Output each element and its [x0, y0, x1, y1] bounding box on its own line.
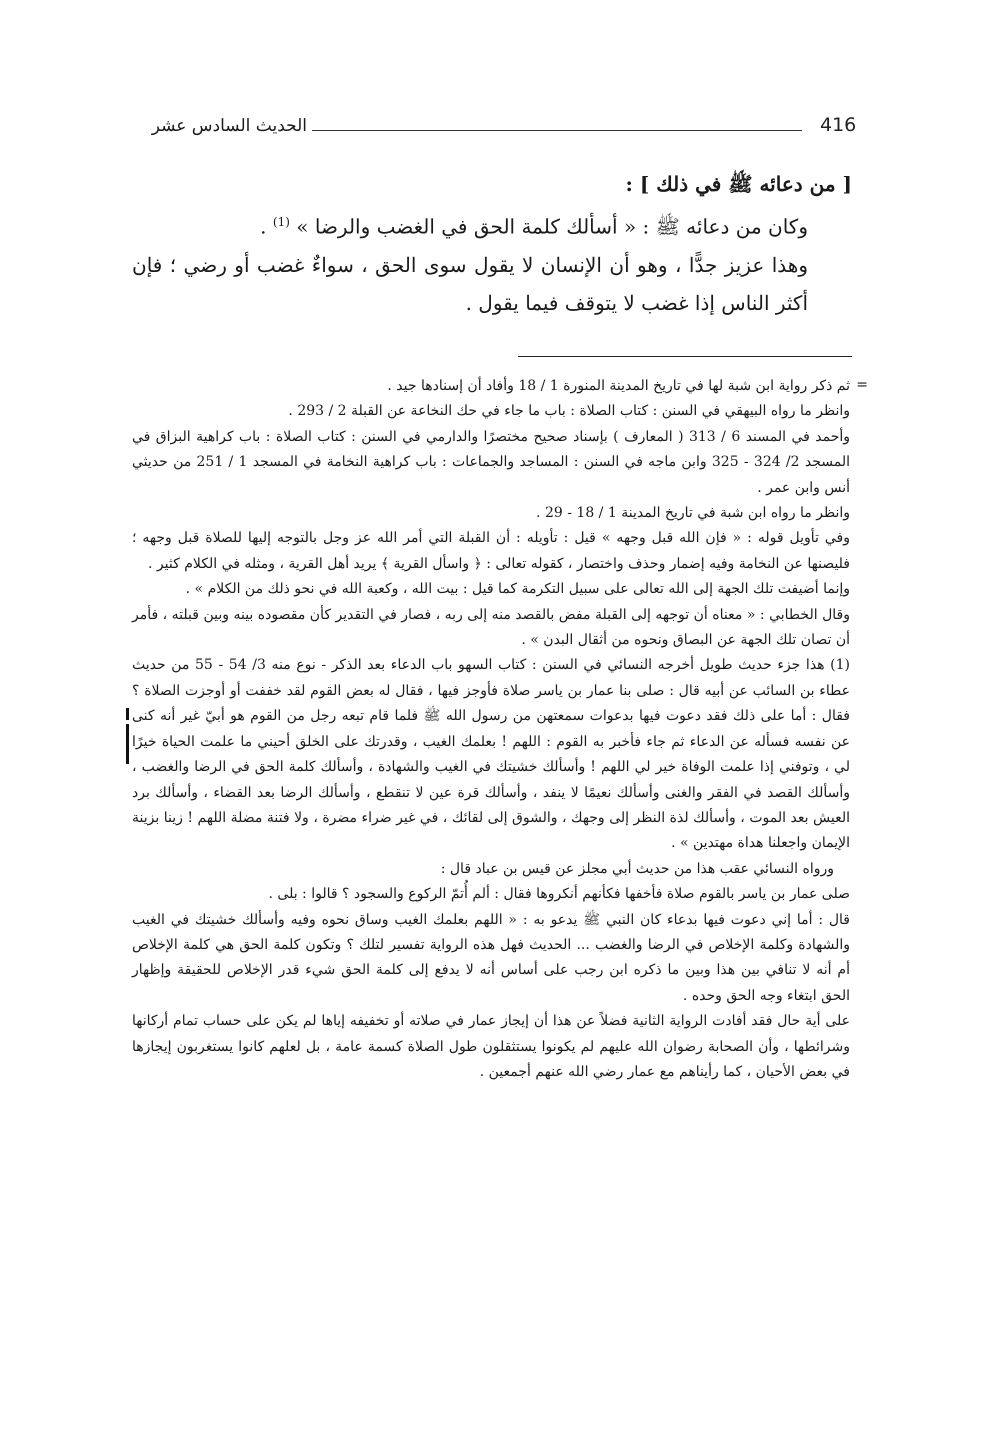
note-line: ثم ذكر رواية ابن شبة لها في تاريخ المدينة المنورة 1 / 18 وأفاد أن إسنادها جيد . — [387, 378, 850, 394]
footnote-paragraph: على أية حال فقد أفادت الرواية الثانية فضلاً عن هذا أن إيجاز عمار في صلاته أو تخفيفه إياها لم يكن على حساب تمام أركانها وشرائطها ، وأن الصحابة رضوان الله عليهم لم يكونوا يستثقلون طول الصلاة كسمة عامة ، بل لعلهم كانوا يستغربون إيجازها في بعض الأحيان ، كما رأيناهم مع عمار رضي الله عنهم أجمعين . — [132, 1013, 850, 1080]
note-line: وإنما أضيفت تلك الجهة إلى الله تعالى على سبيل التكرمة كما قيل : بيت الله ، وكعبة الله في نحو ذلك من الكلام » . — [185, 581, 850, 598]
paragraph-hadith — [132, 203, 852, 246]
footnote-paragraph: ورواه النسائي عقب هذا من حديث أبي مجلز عن قيس بن عباد قال : — [440, 860, 834, 877]
paragraph-commentary: وهذا عزيز جدًّا ، وهو أن الإنسان لا يقول سوى الحق ، سواءٌ غضب أو رضي ؛ فإن أكثر الناس إذا غضب لا يتوقف فيما يقول . — [132, 252, 808, 315]
hadith-text: وكان من دعائه ﷺ : « أسألك كلمة الحق في الغضب والرضا » — [296, 214, 808, 239]
footnote-ref: (1) — [272, 215, 290, 229]
note-line: وفي تأويل قوله : « فإن الله قبل وجهه » قيل : تأويله : أن القبلة التي أمر الله عز وجل بالتوجه إليها للصلاة قبل وجهه ؛ فليصنها عن النخامة وفيه إضمار وحذف واختصار ، كقوله تعالى : ﴿ واسأل القرية ﴾ يريد أهل القرية ، ومثله في الكلام كثير . — [132, 530, 850, 572]
note-line: وانظر ما رواه البيهقي في السنن : كتاب الصلاة : باب ما جاء في حك النخاعة عن القبلة 2 / 293 . — [288, 403, 850, 420]
hadith-end: . — [260, 214, 273, 239]
footnotes — [132, 374, 868, 1085]
footnote-paragraph: قال : أما إني دعوت فيها بدعاء كان النبي ﷺ يدعو به : « اللهم بعلمك الغيب وساق نحوه وفيه وأسألك خشيتك في الغيب والشهادة وكلمة الإخلاص في الرضا والغضب ... الحديث فهل هذه الرواية تفسير لتلك ؟ وتكون كلمة الحق هي كلمة الإخلاص أم أنه لا تنافي بين هذا وبين ما ذكره ابن رجب على أساس أنه لا يدفع إلى كلمة الحق شيء قدر الإخلاص للحقيقة وإظهار الحق ابتغاء وجه الحق وحده . — [132, 911, 850, 1004]
section-heading: [ من دعائه ﷺ في ذلك ] : — [625, 172, 852, 196]
footnote-1: (1) هذا جزء حديث طويل أخرجه النسائي في السنن : كتاب السهو باب الدعاء بعد الذكر - نوع منه 3/ 54 - 55 من حديث عطاء بن السائب عن أبيه قال : صلى بنا عمار بن ياسر صلاة فأوجز فيها ، فقال له بعض القوم لقد خففت أو أوجزت الصلاة ؟ فقال : أما على ذلك فقد دعوت فيها بدعوات سمعتهن من رسول الله ﷺ فلما قام تبعه رجل من القوم هو أبيّ غير أنه كنى عن نفسه فسأله عن الدعاء ثم جاء فأخبر به القوم : اللهم ! بعلمك الغيب ، وقدرتك على الخلق أحيني ما علمت الحياة خيرًا لي ، وتوفني إذا علمت الوفاة خير لي اللهم ! وأسألك خشيتك في الغيب والشهادة ، وأسألك كلمة الحق في الرضا والغضب ، وأسألك القصد في الفقر والغنى وأسألك نعيمًا لا ينفد ، وأسألك قرة عين لا تنقطع ، وأسألك الرضا بعد القضاء ، وأسألك برد العيش بعد الموت ، وأسألك لذة النظر إلى وجهك ، والشوق إلى لقائك ، في غير ضراء مضرة ، ولا فتنة مضلة اللهم ! زينا بزينة الإيمان واجعلنا هداة مهتدين » . — [132, 657, 851, 852]
note-line: وأحمد في المسند 6 / 313 ( المعارف ) بإسناد صحيح مختصرًا والدارمي في السنن : كتاب الصلاة : باب كراهية البزاق في المسجد 2/ 324 - 325 وابن ماجه في السنن : المساجد والجماعات : باب كراهية النخامة في المسجد 1 / 251 من حديثي أنس وابن عمر . — [132, 428, 850, 496]
note-line: وانظر ما رواه ابن شبة في تاريخ المدينة 1 / 18 - 29 . — [536, 505, 850, 522]
header-rule — [312, 130, 802, 131]
note-line: وقال الخطابي : « معناه أن توجهه إلى القبلة مفض بالقصد منه إلى ربه ، فصار في التقدير كأن مقصوده بينه وبين قبلته ، فأمر أن تصان تلك الجهة عن البصاق ونحوه من أثقال البدن » . — [132, 606, 850, 649]
margin-mark — [126, 708, 129, 720]
page-number: 416 — [820, 114, 857, 136]
footnote-separator — [518, 356, 852, 357]
running-title: الحديث السادس عشر — [151, 116, 307, 136]
margin-mark — [126, 724, 129, 764]
continuation-mark: = — [856, 377, 868, 393]
footnote-paragraph: صلى عمار بن ياسر بالقوم صلاة فأخفها فكأنهم أنكروها فقال : ألم أُتمّ الركوع والسجود ؟ قالوا : بلى . — [268, 886, 850, 903]
running-header — [132, 112, 857, 142]
main-text — [132, 165, 852, 322]
